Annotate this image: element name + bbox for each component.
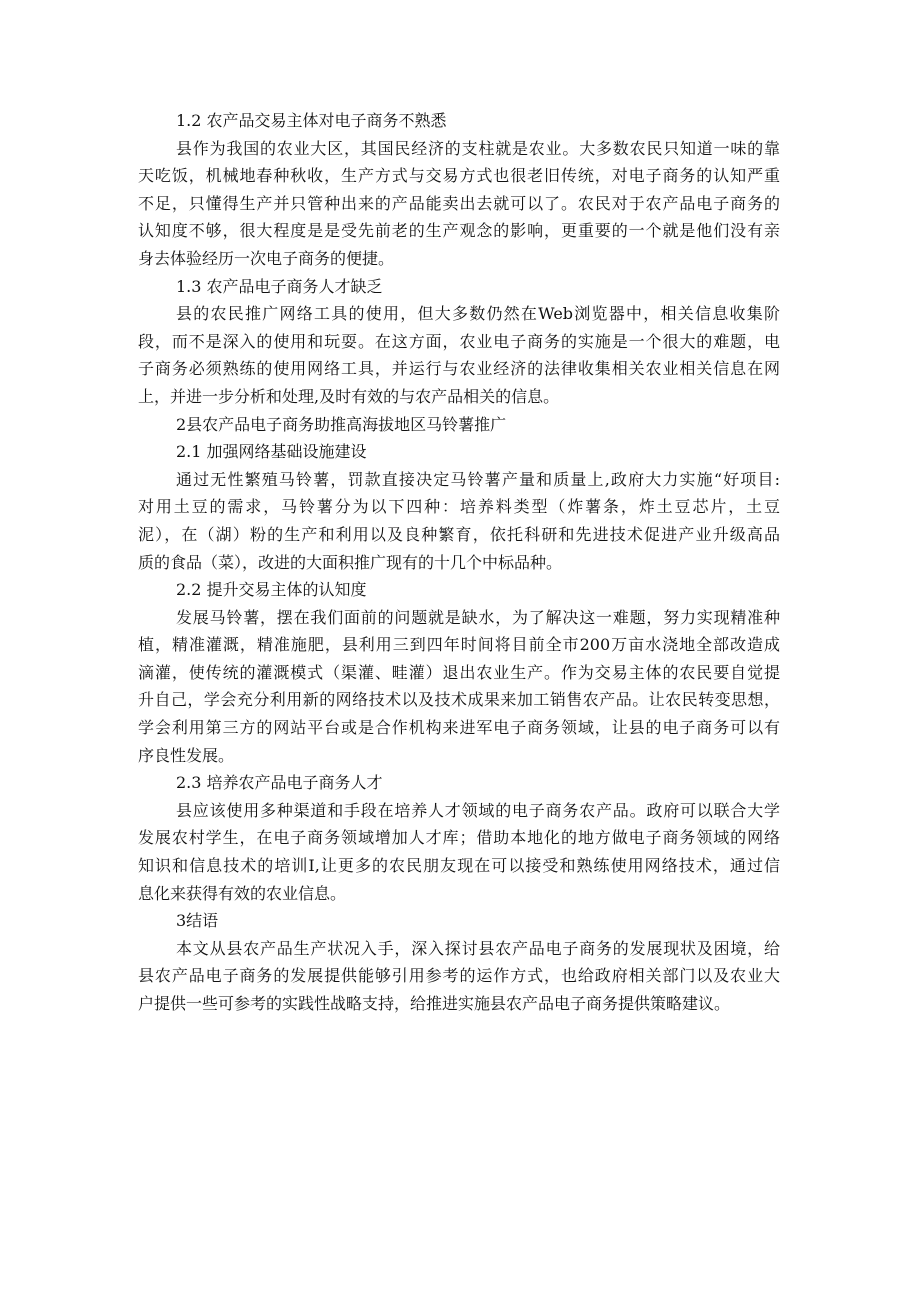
paragraph-line: 县作为我国的农业大区，其国民经济的支柱就是农业。大多数农民只知道一味的靠 <box>176 138 780 158</box>
paragraph-line: 泥），在（湖）粉的生产和利用以及良种繁育，依托科研和先进技术促进产业升级高品 <box>138 524 780 544</box>
paragraph-line: 段，而不是深入的使用和玩耍。在这方面，农业电子商务的实施是一个很大的难题，电 <box>138 331 780 351</box>
section-heading: 1.3 农产品电子商务人才缺乏 <box>176 276 383 296</box>
paragraph-line: 学会利用第三方的网站平台或是合作机构来进军电子商务领域，让县的电子商务可以有 <box>138 718 780 738</box>
section-heading: 3结语 <box>176 911 219 931</box>
paragraph-line: 通过无性繁殖马铃薯，罚款直接决定马铃薯产量和质量上,政府大力实施“好项目: <box>176 469 780 489</box>
section-heading: 2.2 提升交易主体的认知度 <box>176 580 367 600</box>
paragraph-line: 不足，只懂得生产并只管种出来的产品能卖出去就可以了。农民对于农产品电子商务的 <box>138 193 780 213</box>
paragraph-line: 户提供一些可参考的实践性战略支持，给推进实施县农产品电子商务提供策略建议。 <box>138 994 731 1013</box>
paragraph-line: 对用土豆的需求，马铃薯分为以下四种：培养料类型（炸薯条，炸土豆芯片，土豆 <box>138 497 780 517</box>
paragraph-line: 县农产品电子商务的发展提供能够引用参考的运作方式，也给政府相关部门以及农业大 <box>138 966 780 986</box>
paragraph-line: 天吃饭，机械地春种秋收，生产方式与交易方式也很老旧传统，对电子商务的认知严重 <box>138 166 780 186</box>
paragraph-line: 身去体验经历一次电子商务的便捷。 <box>138 248 395 268</box>
document-body <box>138 107 780 1018</box>
section-heading: 2.1 加强网络基础设施建设 <box>176 442 367 462</box>
paragraph-line: 知识和信息技术的培训I,让更多的农民朋友现在可以接受和熟练使用网络技术，通过信 <box>138 856 780 876</box>
paragraph-line: 子商务必须熟练的使用网络工具，并运行与农业经济的法律收集相关农业相关信息在网 <box>138 359 780 379</box>
paragraph-line: 发展马铃薯，摆在我们面前的问题就是缺水，为了解决这一难题，努力实现精准种 <box>176 607 780 627</box>
paragraph-line: 序良性发展。 <box>138 745 235 765</box>
paragraph-line: 息化来获得有效的农业信息。 <box>138 883 347 903</box>
paragraph-line: 质的食品（菜），改进的大面积推广现有的十几个中标品种。 <box>138 552 563 572</box>
paragraph-line: 植，精准灌溉，精准施肥，县利用三到四年时间将目前全市200万亩水浇地全部改造成 <box>138 635 780 655</box>
paragraph-line: 上，并进一步分析和处理,及时有效的与农产品相关的信息。 <box>138 386 560 406</box>
paragraph-line: 县应该使用多种渠道和手段在培养人才领域的电子商务农产品。政府可以联合大学 <box>176 800 780 820</box>
section-heading: 2县农产品电子商务助推高海拔地区马铃薯推广 <box>176 414 507 434</box>
paragraph-line: 升自己，学会充分利用新的网络技术以及技术成果来加工销售农产品。让农民转变思想， <box>138 690 780 710</box>
paragraph-line: 认知度不够，很大程度是是受先前老的生产观念的影响，更重要的一个就是他们没有亲 <box>138 221 780 241</box>
section-heading: 1.2 农产品交易主体对电子商务不熟悉 <box>176 111 447 130</box>
paragraph-line: 发展农村学生，在电子商务领域增加人才库；借助本地化的地方做电子商务领域的网络 <box>138 828 780 848</box>
section-heading: 2.3 培养农产品电子商务人才 <box>176 773 383 793</box>
paragraph-line: 本文从县农产品生产状况入手，深入探讨县农产品电子商务的发展现状及困境，给 <box>176 938 780 958</box>
paragraph-line: 滴灌，使传统的灌溉模式（渠灌、畦灌）退出农业生产。作为交易主体的农民要自觉提 <box>138 662 780 682</box>
paragraph-line: 县的农民推广网络工具的使用，但大多数仍然在Web浏览器中，相关信息收集阶 <box>176 304 780 324</box>
